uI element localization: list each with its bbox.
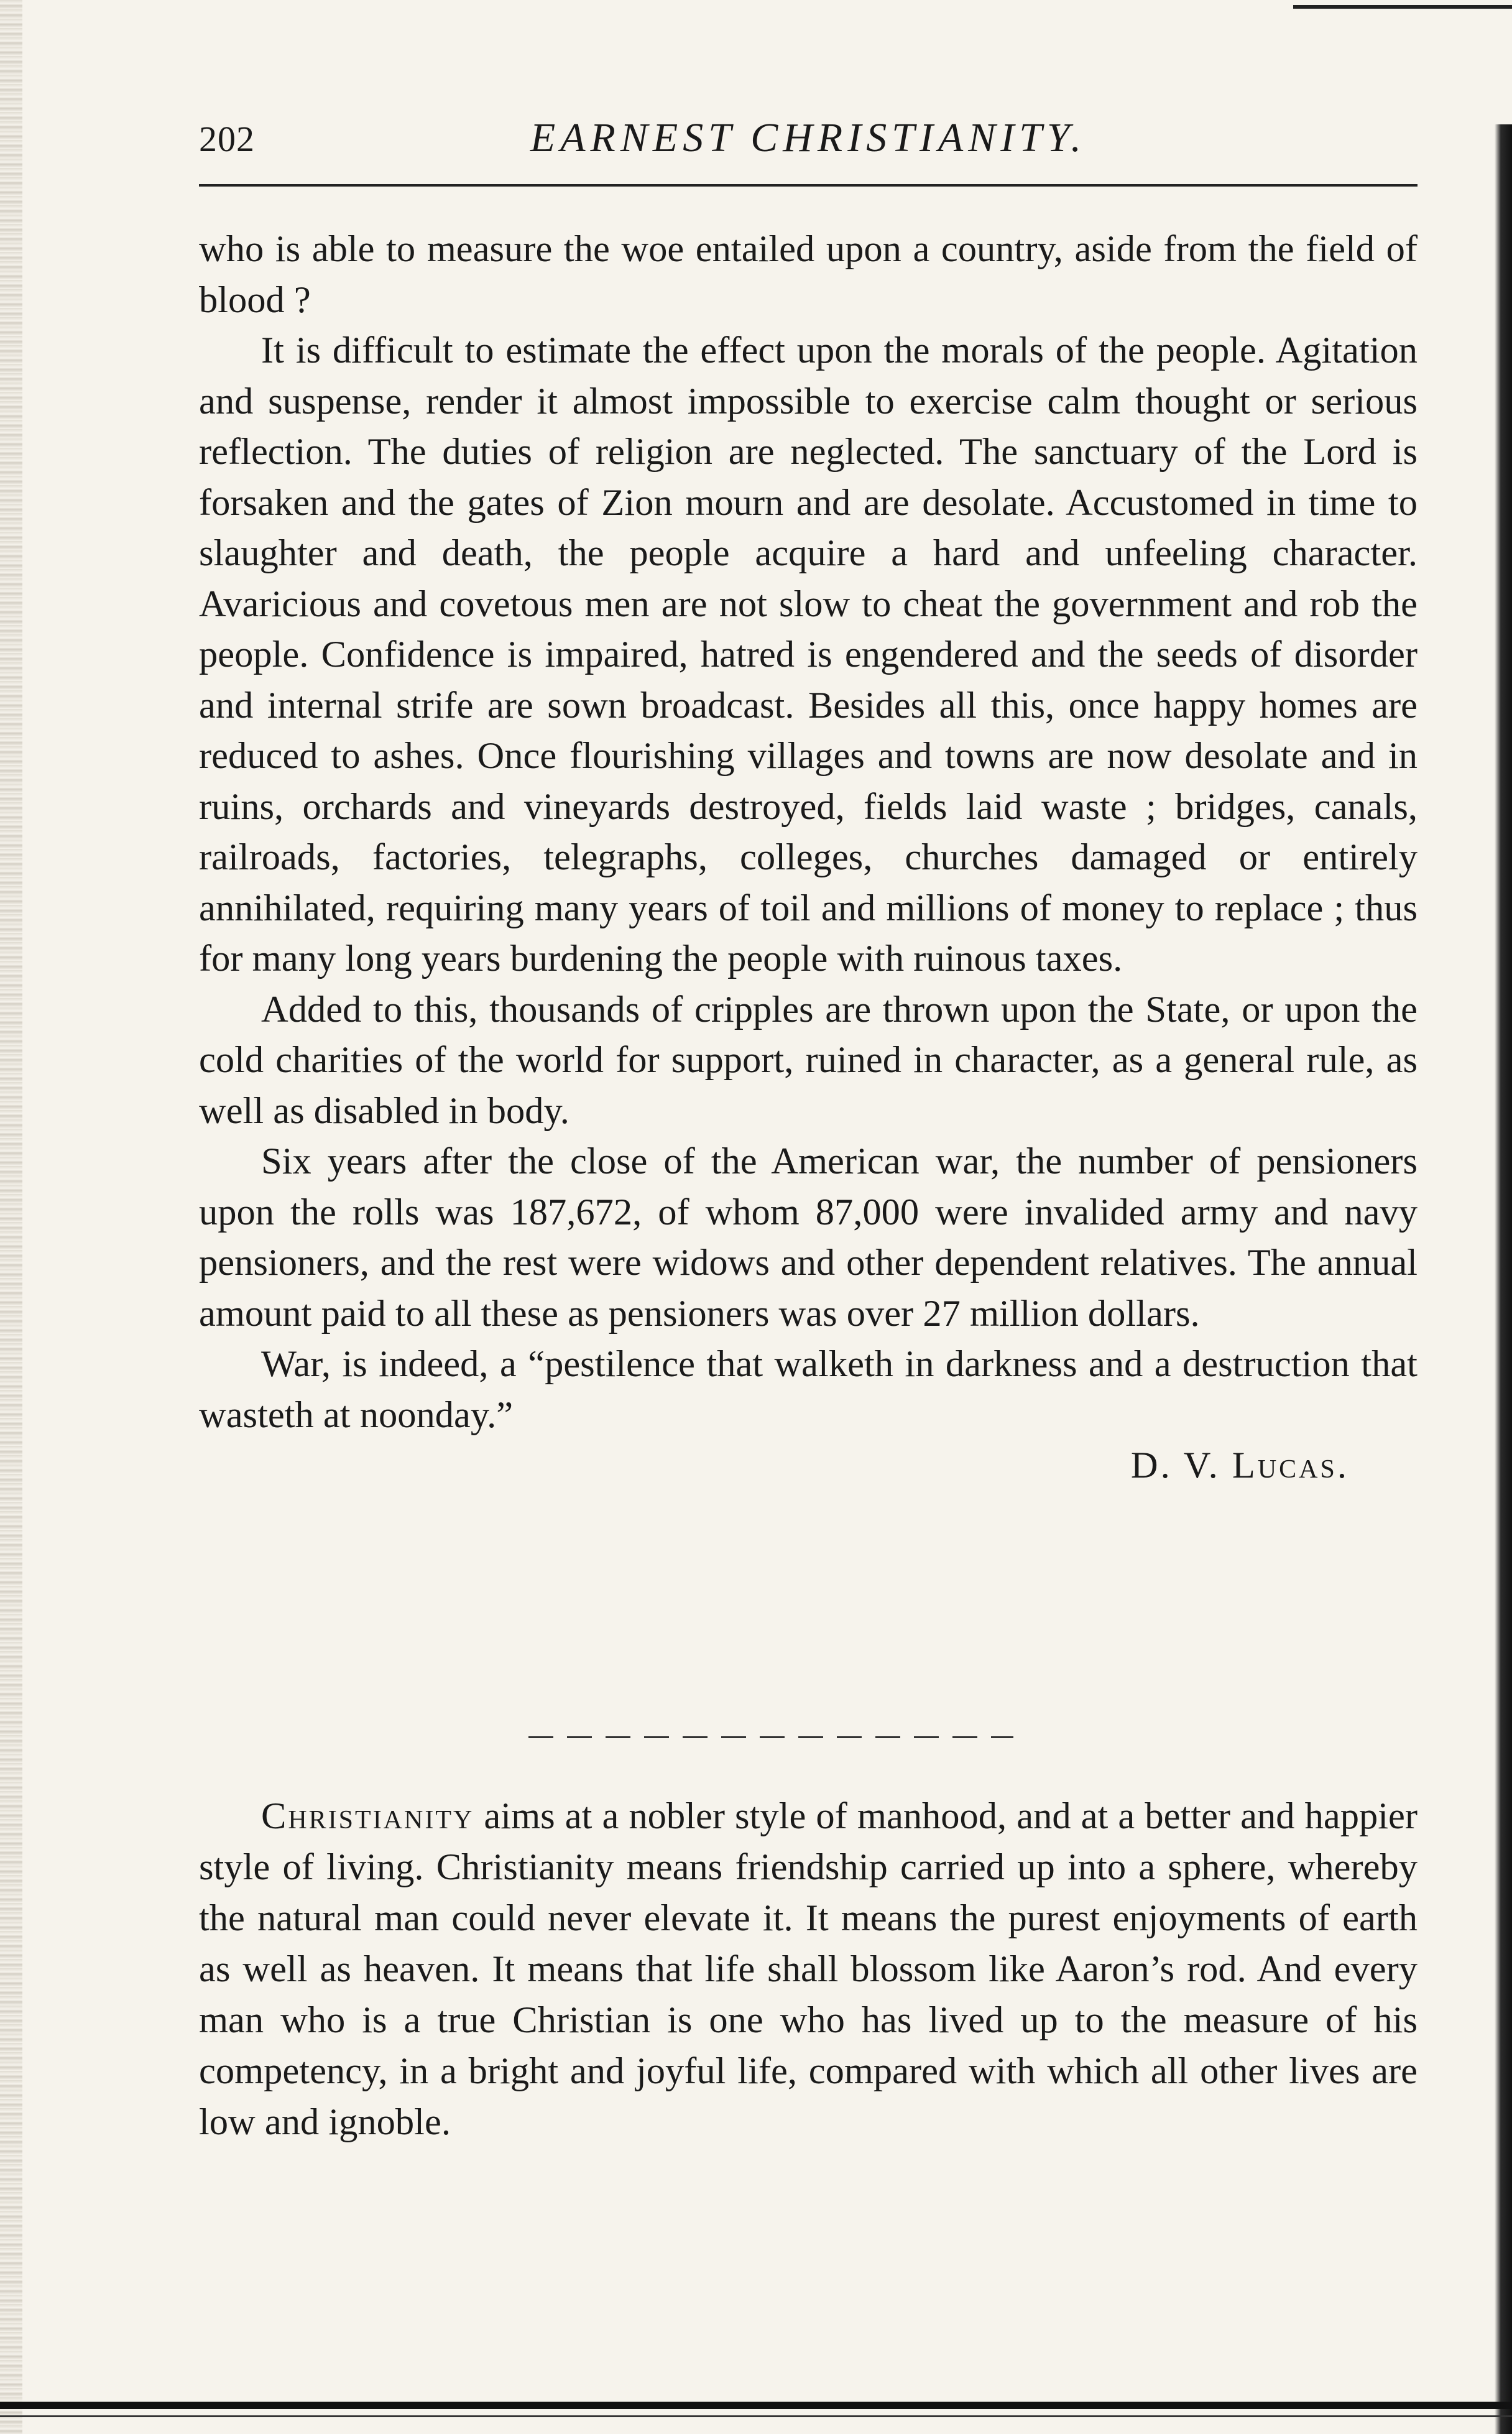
binding-edge-right xyxy=(1495,124,1512,2434)
binding-edge-left xyxy=(0,0,22,2434)
bottom-rule xyxy=(0,2402,1512,2409)
paragraph-pensioners: Six years after the close of the American war, the number of pensioners upon the rolls was 187,672, of whom 87,000 were invalided army and navy pensioners, and the rest were widows and other dependent relatives. The annual amount paid to all these as pensioners was over 27 million dollars. xyxy=(199,1141,1418,1335)
page-header xyxy=(199,112,1418,168)
corner-rule xyxy=(1293,5,1512,9)
paragraph-continuation: who is able to measure the woe entailed upon a country, aside from the field of blood ? xyxy=(199,228,1418,321)
section-divider xyxy=(528,1736,1013,1738)
paragraph-christianity xyxy=(199,1791,1418,2148)
header-rule xyxy=(199,184,1418,187)
paragraph-pestilence: War, is indeed, a “pestilence that walketh in darkness and a destruction that wasteth at noonday.” xyxy=(199,1343,1418,1436)
lead-word: Christianity xyxy=(261,1795,474,1837)
page-number: 202 xyxy=(199,119,255,159)
paragraph-christianity-text: aims at a nobler style of manhood, and at a better and happier style of living. Christianity means friendship carried up into a sphere, whereby the natural man could never elevate it. It means the purest enjoyments of earth as well as heaven. It means that life shall blossom like Aaron’s rod. And every man who is a true Christian is one who has lived up to the measure of his competency, in a bright and joyful life, compared with which all other lives are low and ignoble. xyxy=(199,1795,1418,2143)
paragraph-morals: It is difficult to estimate the effect upon the morals of the people. Agitation and suspense, render it almost impossible to exercise calm thought or serious reflection. The duties of religion are neglected. The sanctuary of the Lord is forsaken and the gates of Zion mourn and are desolate. Accustomed in time to slaughter and death, the people acquire a hard and unfeeling character. Avaricious and covetous men are not slow to cheat the government and rob the people. Confidence is impaired, hatred is engendered and the seeds of disorder and internal strife are sown broadcast. Besides all this, once happy homes are reduced to ashes. Once flourishing villages and towns are now desolate and in ruins, orchards and vineyards destroyed, fields laid waste ; bridges, canals, railroads, factories, telegraphs, colleges, churches damaged or entirely annihilated, requiring many years of toil and millions of money to replace ; thus for many long years burdening the people with ruinous taxes. xyxy=(199,330,1418,979)
article-body xyxy=(199,224,1418,1491)
running-title: EARNEST CHRISTIANITY. xyxy=(530,115,1087,160)
second-article xyxy=(199,1791,1418,2148)
author-signature: D. V. Lucas. xyxy=(1130,1445,1349,1486)
paragraph-cripples: Added to this, thousands of cripples are thrown upon the State, or upon the cold charities of the world for support, ruined in character, as a general rule, as well as disabled in body. xyxy=(199,988,1418,1132)
bottom-rule-thin xyxy=(0,2415,1512,2417)
